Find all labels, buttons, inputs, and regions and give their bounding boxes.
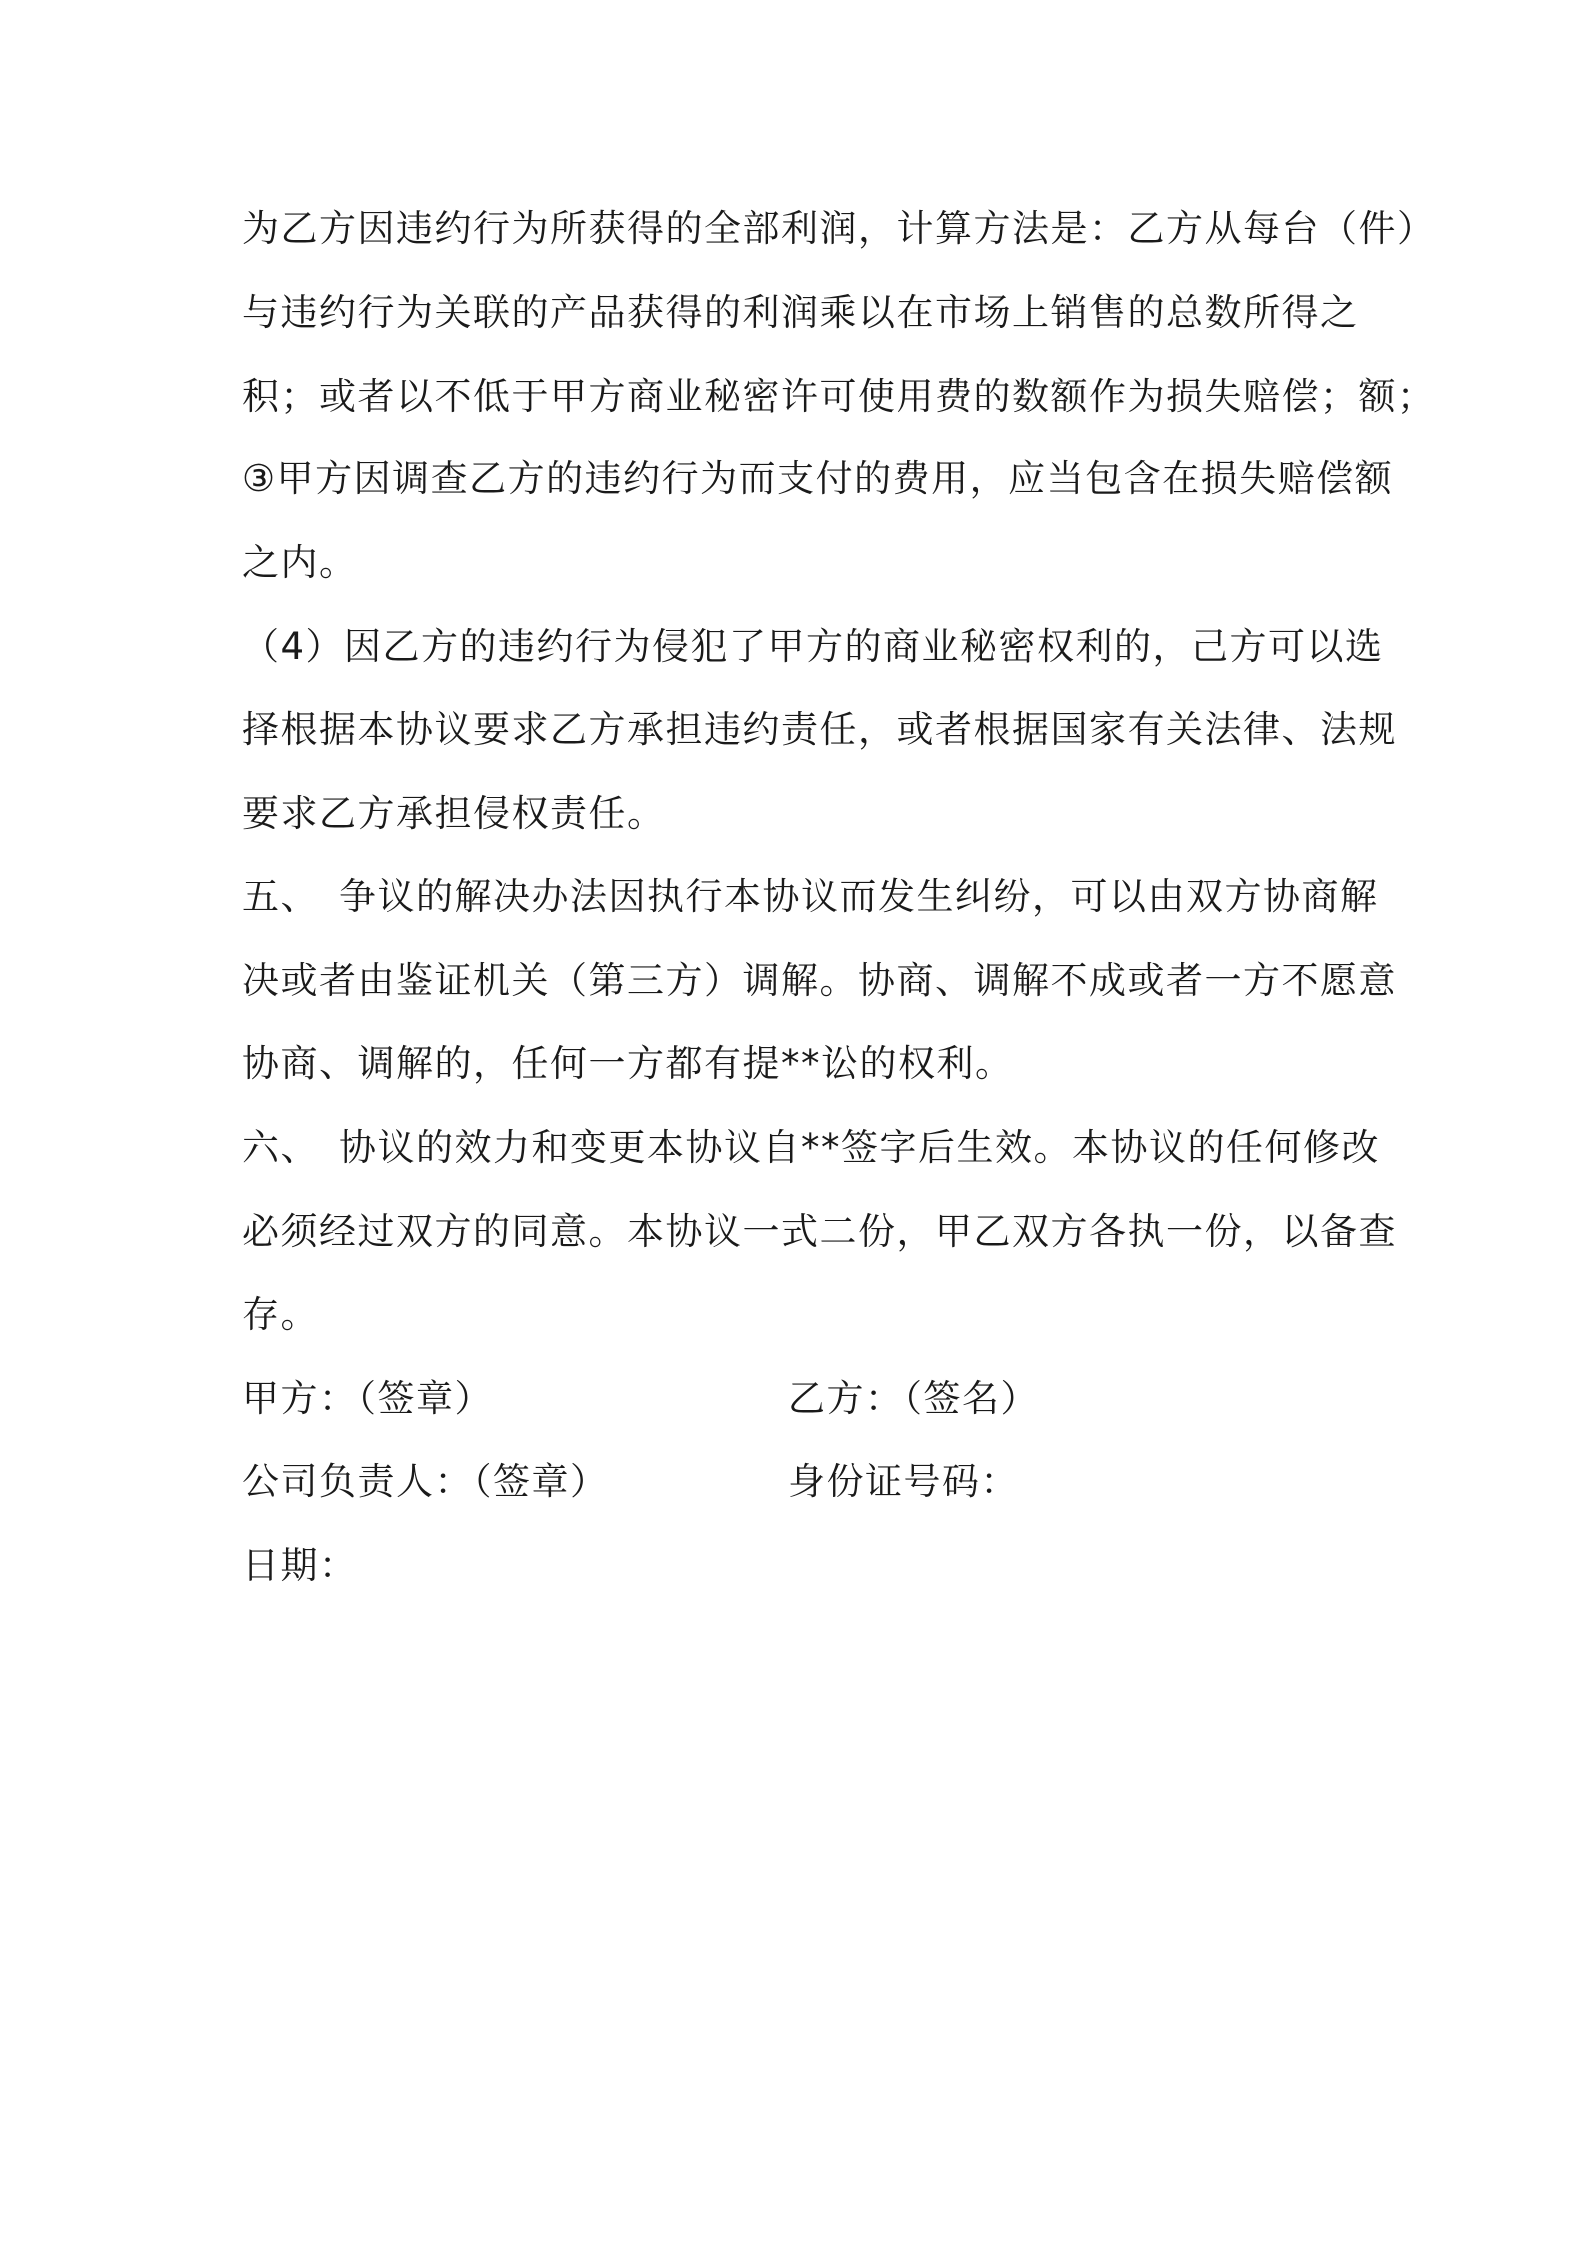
section-5-line-2: 决或者由鉴证机关（第三方）调解。协商、调解不成或者一方不愿意: [242, 959, 1397, 1002]
paragraph-line-3: 积；或者以不低于甲方商业秘密许可使用费的数额作为损失赔偿；额；: [242, 375, 1436, 418]
section-5-line-3: 协商、调解的，任何一方都有提**讼的权利。: [242, 1042, 1014, 1085]
party-b-signature: 乙方：（签名）: [788, 1377, 1039, 1420]
paragraph-line-4: ③甲方因调查乙方的违约行为而支付的费用，应当包含在损失赔偿额: [242, 457, 1394, 500]
section-6-line-3: 存。: [242, 1293, 319, 1336]
paragraph-line-7: 择根据本协议要求乙方承担违约责任，或者根据国家有关法律、法规: [242, 708, 1397, 751]
section-6-line-2: 必须经过双方的同意。本协议一式二份，甲乙双方各执一份，以备查: [242, 1210, 1397, 1253]
paragraph-line-2: 与违约行为关联的产品获得的利润乘以在市场上销售的总数所得之: [242, 291, 1359, 334]
company-head-signature: 公司负责人：（签章）: [242, 1460, 609, 1503]
paragraph-line-8: 要求乙方承担侵权责任。: [242, 792, 666, 835]
section-6-line-1: 六、 协议的效力和变更本协议自**签字后生效。本协议的任何修改: [242, 1126, 1380, 1169]
date-field: 日期：: [242, 1544, 358, 1587]
paragraph-line-6: （4）因乙方的违约行为侵犯了甲方的商业秘密权利的，己方可以选: [242, 625, 1384, 668]
paragraph-line-1: 为乙方因违约行为所获得的全部利润，计算方法是：乙方从每台（件）: [242, 207, 1436, 250]
section-5-line-1: 五、 争议的解决办法因执行本协议而发生纠纷，可以由双方协商解: [242, 875, 1379, 918]
id-number-field: 身份证号码：: [788, 1460, 1019, 1503]
party-a-signature: 甲方：（签章）: [242, 1377, 493, 1420]
paragraph-line-5: 之内。: [242, 541, 358, 584]
